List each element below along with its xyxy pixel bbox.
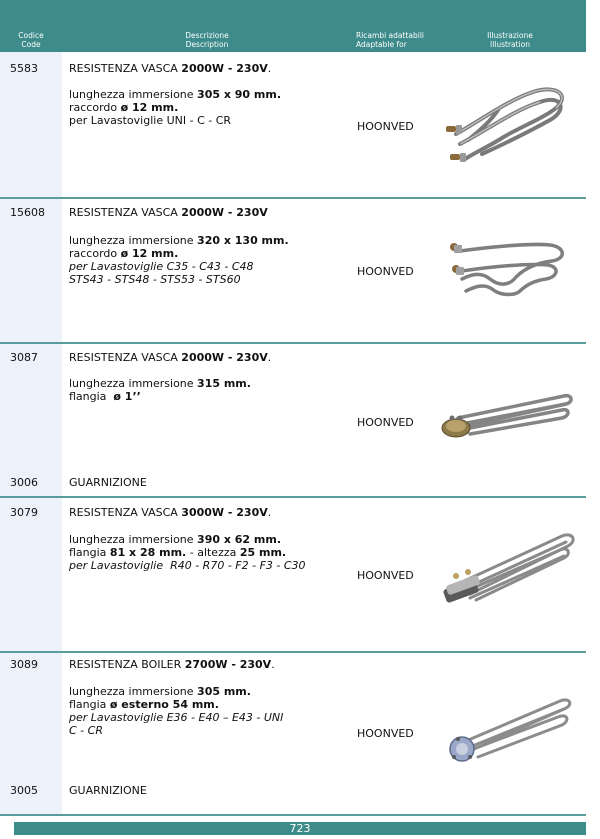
detail-line bbox=[69, 377, 251, 390]
detail-value: 305 mm. bbox=[197, 685, 251, 698]
detail-value: ø 1’’ bbox=[113, 390, 141, 403]
heating-element-image bbox=[436, 388, 576, 448]
detail-line: per Lavastoviglie UNI - C - CR bbox=[69, 114, 232, 127]
detail-line bbox=[69, 390, 251, 403]
detail-line bbox=[69, 698, 283, 711]
title-power: 2000W - 230V bbox=[181, 62, 268, 75]
title-end: . bbox=[267, 351, 272, 364]
detail-value: ø 12 mm. bbox=[120, 247, 179, 260]
item-title bbox=[69, 62, 271, 75]
header-illustration bbox=[440, 31, 580, 49]
detail-line bbox=[69, 234, 289, 247]
detail-value: 25 mm. bbox=[239, 546, 287, 559]
item-details bbox=[69, 533, 306, 572]
detail-label: lunghezza immersione bbox=[69, 234, 198, 247]
detail-label: flangia bbox=[69, 546, 110, 559]
detail-line bbox=[69, 685, 283, 698]
detail-value: 320 x 130 mm. bbox=[197, 234, 289, 247]
top-banner bbox=[0, 0, 586, 28]
detail-label: lunghezza immersione bbox=[69, 88, 198, 101]
header-desc-en: Description bbox=[185, 40, 229, 49]
heating-element-image bbox=[438, 82, 578, 172]
table-header bbox=[0, 28, 586, 52]
detail-line: C - CR bbox=[69, 724, 103, 737]
table-row bbox=[0, 52, 586, 197]
table-row bbox=[0, 199, 586, 342]
title-text: RESISTENZA VASCA bbox=[69, 62, 182, 75]
item-code: 5583 bbox=[10, 62, 38, 75]
detail-line: per Lavastoviglie C35 - C43 - C48 bbox=[69, 260, 254, 273]
adaptable-brand: HOONVED bbox=[357, 265, 414, 278]
title-power: 2000W - 230V bbox=[181, 206, 268, 219]
detail-label: flangia bbox=[69, 390, 114, 403]
detail-label: flangia bbox=[69, 698, 110, 711]
header-code bbox=[0, 31, 62, 49]
heating-element-image bbox=[444, 691, 576, 773]
detail-line bbox=[69, 88, 281, 101]
detail-label: raccordo bbox=[69, 101, 121, 114]
title-power: 2700W - 230V bbox=[184, 658, 272, 671]
detail-value: 305 x 90 mm. bbox=[197, 88, 282, 101]
header-adaptable bbox=[356, 31, 446, 49]
row-divider bbox=[0, 814, 586, 816]
title-end: . bbox=[267, 506, 272, 519]
header-description bbox=[62, 31, 352, 49]
item-code: 15608 bbox=[10, 206, 45, 219]
title-end: . bbox=[267, 62, 272, 75]
detail-value: ø 12 mm. bbox=[120, 101, 179, 114]
header-desc-it: Descrizione bbox=[185, 31, 229, 40]
title-text: RESISTENZA VASCA bbox=[69, 206, 182, 219]
detail-value: 315 mm. bbox=[197, 377, 251, 390]
detail-line bbox=[69, 247, 289, 260]
adaptable-brand: HOONVED bbox=[357, 416, 414, 429]
header-ill-it: Illustrazione bbox=[487, 31, 533, 40]
detail-value: 390 x 62 mm. bbox=[197, 533, 282, 546]
item-details bbox=[69, 234, 289, 286]
item-code: 3005 bbox=[10, 784, 38, 797]
header-code-en: Code bbox=[21, 40, 41, 49]
adaptable-brand: HOONVED bbox=[357, 569, 414, 582]
detail-label: lunghezza immersione bbox=[69, 685, 198, 698]
item-title bbox=[69, 658, 275, 671]
item-title bbox=[69, 351, 271, 364]
title-power: 2000W - 230V bbox=[181, 351, 268, 364]
item-title bbox=[69, 206, 268, 219]
detail-label: - altezza bbox=[186, 546, 240, 559]
detail-value: ø esterno 54 mm. bbox=[109, 698, 219, 711]
item-code: 3006 bbox=[10, 476, 38, 489]
table-row bbox=[0, 498, 586, 651]
item-details bbox=[69, 685, 283, 737]
item-details bbox=[69, 377, 251, 403]
detail-label: lunghezza immersione bbox=[69, 533, 198, 546]
detail-value: 81 x 28 mm. bbox=[109, 546, 187, 559]
item-title: GUARNIZIONE bbox=[69, 476, 147, 489]
item-code: 3079 bbox=[10, 506, 38, 519]
table-row bbox=[0, 653, 586, 814]
detail-line: STS43 - STS48 - STS53 - STS60 bbox=[69, 273, 241, 286]
table-row bbox=[0, 344, 586, 496]
heating-element-image bbox=[440, 235, 575, 305]
header-code-it: Codice bbox=[18, 31, 44, 40]
adaptable-brand: HOONVED bbox=[357, 120, 414, 133]
detail-line bbox=[69, 533, 306, 546]
detail-label: lunghezza immersione bbox=[69, 377, 198, 390]
item-code: 3089 bbox=[10, 658, 38, 671]
header-ill-en: Illustration bbox=[489, 40, 531, 49]
header-fit-en: Adaptable for bbox=[356, 40, 407, 49]
heating-element-image bbox=[436, 528, 578, 618]
title-text: RESISTENZA BOILER bbox=[69, 658, 185, 671]
item-code: 3087 bbox=[10, 351, 38, 364]
item-title: GUARNIZIONE bbox=[69, 784, 147, 797]
detail-line: per Lavastoviglie E36 - E40 – E43 - UNI bbox=[69, 711, 284, 724]
adaptable-brand: HOONVED bbox=[357, 727, 414, 740]
title-end: . bbox=[271, 658, 275, 671]
item-details bbox=[69, 88, 281, 127]
detail-line: per Lavastoviglie R40 - R70 - F2 - F3 - C30 bbox=[69, 559, 306, 572]
detail-line bbox=[69, 546, 306, 559]
title-text: RESISTENZA VASCA bbox=[69, 506, 182, 519]
title-power: 3000W - 230V bbox=[181, 506, 268, 519]
page-number: 723 bbox=[14, 822, 586, 835]
header-fit-it: Ricambi adattabili bbox=[356, 31, 424, 40]
detail-label: raccordo bbox=[69, 247, 121, 260]
item-title bbox=[69, 506, 271, 519]
detail-line bbox=[69, 101, 281, 114]
title-text: RESISTENZA VASCA bbox=[69, 351, 182, 364]
